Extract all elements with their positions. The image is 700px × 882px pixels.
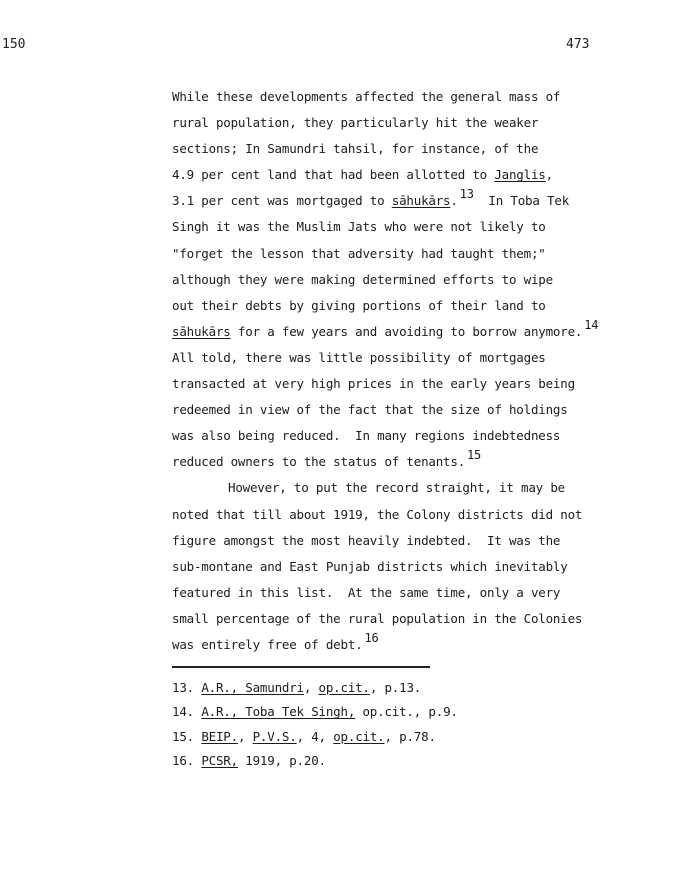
text-line: rural population, they particularly hit the weaker: [172, 115, 539, 131]
text-run: , p.13.: [369, 680, 422, 695]
text-run: reduced owners to the status of tenants.: [172, 454, 466, 470]
text-run: In Toba Tek: [473, 193, 570, 209]
text-run: ,: [545, 167, 553, 183]
text-line: However, to put the record straight, it may be: [228, 480, 565, 496]
text-run: , p.78.: [384, 728, 436, 744]
footnote-marker-14: 14: [584, 317, 599, 332]
footnote-marker-13: 13: [459, 187, 474, 202]
term-sahukars: sāhukārs: [391, 193, 451, 209]
footnote-divider: [172, 666, 430, 668]
text-run: 3.1 per cent was mortgaged to: [172, 193, 392, 209]
text-line: sections; In Samundri tahsil, for instance, of the: [172, 141, 539, 157]
term-janglis: Janglis: [494, 167, 546, 183]
text-run: , 4,: [296, 728, 334, 744]
footnote-number: 15.: [172, 728, 202, 744]
text-line: noted that till about 1919, the Colony districts did not: [172, 506, 583, 522]
footnote-opcit: op.cit.: [333, 728, 385, 744]
footnote-14: [172, 700, 572, 724]
footnote-opcit: op.cit.: [318, 680, 370, 695]
text-line: redeemed in view of the fact that the size of holdings: [172, 402, 568, 418]
footnote-13: [172, 676, 572, 700]
footnote-source: BEIP.: [201, 728, 238, 744]
text-run: ,: [237, 728, 253, 744]
footnote-source: PCSR,: [201, 752, 238, 768]
text-run: for a few years and avoiding to borrow anymore.: [230, 323, 583, 339]
footnote-number: 16.: [172, 752, 202, 768]
text-run: 4.9 per cent land that had been allotted to: [172, 167, 495, 183]
text-run: 1919, p.20.: [237, 752, 326, 768]
text-line: Singh it was the Muslim Jats who were not likely to: [172, 219, 546, 235]
footnote-number: 14.: [172, 704, 202, 720]
footnote-source: A.R., Samundri: [201, 680, 304, 695]
page-number-left: 150: [2, 37, 26, 52]
text-line: [172, 188, 622, 214]
text-line: featured in this list. At the same time, only a very: [172, 584, 561, 600]
text-line: "forget the lesson that adversity had taught them;": [172, 245, 546, 261]
text-line: figure amongst the most heavily indebted. It was the: [172, 532, 561, 548]
footnote-15: [172, 725, 572, 749]
text-line: [172, 162, 622, 188]
text-line: [172, 319, 622, 345]
footnote-marker-15: 15: [467, 448, 482, 463]
text-run: was entirely free of debt.: [172, 636, 363, 652]
text-run: op.cit., p.9.: [355, 704, 458, 720]
text-line: out their debts by giving portions of their land to: [172, 297, 546, 313]
text-line: While these developments affected the general mass of: [172, 89, 561, 104]
text-line: [172, 632, 622, 658]
text-line: sub-montane and East Punjab districts which inevitably: [172, 558, 568, 574]
text-line: [172, 449, 622, 475]
footnote-source: A.R., Toba Tek Singh,: [201, 704, 356, 720]
page-number-right: 473: [566, 37, 590, 52]
text-line: although they were making determined efforts to wipe: [172, 271, 553, 287]
text-line: All told, there was little possibility of mortgages: [172, 349, 546, 365]
footnote-source: P.V.S.: [252, 728, 297, 744]
text-run: ,: [303, 680, 319, 695]
text-line: transacted at very high prices in the early years being: [172, 376, 575, 392]
text-run: .: [450, 193, 458, 209]
footnote-marker-16: 16: [364, 630, 379, 645]
text-line: small percentage of the rural population in the Colonies: [172, 610, 583, 626]
footnote-number: 13.: [172, 680, 202, 695]
footnotes: [172, 676, 572, 773]
text-line: was also being reduced. In many regions indebtedness: [172, 428, 561, 444]
term-sahukars: sāhukārs: [172, 323, 231, 339]
main-text: [172, 84, 622, 658]
footnote-16: [172, 749, 572, 773]
